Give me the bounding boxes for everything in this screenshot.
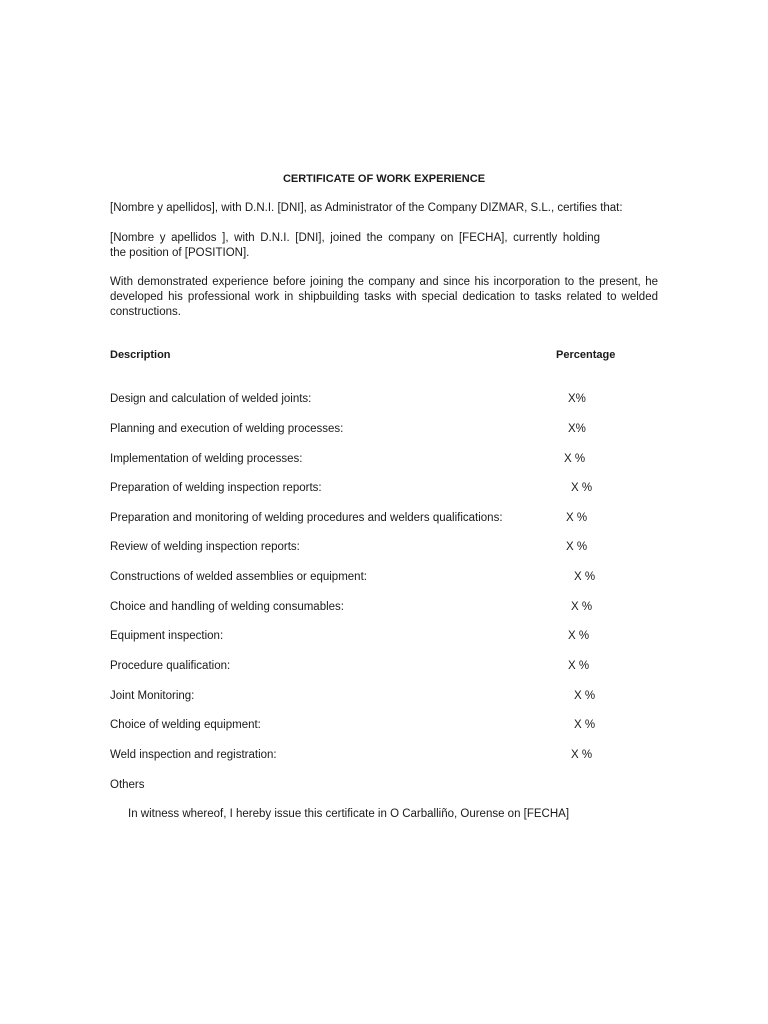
task-percentage: X % <box>571 749 593 761</box>
table-row <box>0 511 768 527</box>
task-description: Choice and handling of welding consumables: <box>110 601 344 613</box>
task-percentage: X % <box>566 512 588 524</box>
table-row <box>0 422 768 438</box>
certifier-paragraph: [Nombre y apellidos], with D.N.I. [DNI], as Administrator of the Company DIZMAR, S.L., certifies that: <box>110 202 623 214</box>
experience-paragraph: With demonstrated experience before joining the company and since his incorporation to the present, he developed his professional work in shipbuilding tasks with special dedication to tasks related to welded constructions. <box>110 276 658 318</box>
others-label: Others <box>110 779 145 791</box>
task-description: Constructions of welded assemblies or equipment: <box>110 571 367 583</box>
task-percentage: X % <box>574 719 596 731</box>
table-row <box>0 570 768 586</box>
task-percentage: X % <box>571 482 593 494</box>
table-row <box>0 481 768 497</box>
table-row <box>0 629 768 645</box>
task-description: Equipment inspection: <box>110 630 224 642</box>
document-title: CERTIFICATE OF WORK EXPERIENCE <box>282 173 486 185</box>
task-description: Planning and execution of welding processes: <box>110 423 344 435</box>
employee-paragraph-line-2: the position of [POSITION]. <box>110 247 250 259</box>
percentage-column-header: Percentage <box>556 349 616 361</box>
table-row <box>0 600 768 616</box>
witness-statement: In witness whereof, I hereby issue this certificate in O Carballiño, Ourense on [FECHA] <box>128 808 570 820</box>
task-description: Preparation of welding inspection reports: <box>110 482 322 494</box>
task-percentage: X % <box>574 571 596 583</box>
description-column-header: Description <box>110 349 171 361</box>
task-description: Review of welding inspection reports: <box>110 541 300 553</box>
table-row <box>0 392 768 408</box>
table-row <box>0 689 768 705</box>
table-row <box>0 718 768 734</box>
employee-paragraph <box>110 231 600 261</box>
task-percentage: X % <box>571 601 593 613</box>
table-row <box>0 540 768 556</box>
task-description: Weld inspection and registration: <box>110 749 277 761</box>
employee-paragraph-line-1: [Nombre y apellidos ], with D.N.I. [DNI], joined the company on [FECHA], currently holding <box>110 232 600 244</box>
table-row <box>0 452 768 468</box>
task-description: Preparation and monitoring of welding procedures and welders qualifications: <box>110 512 503 524</box>
task-percentage: X % <box>574 690 596 702</box>
task-description: Design and calculation of welded joints: <box>110 393 312 405</box>
table-row <box>0 748 768 764</box>
task-percentage: X % <box>564 453 586 465</box>
task-percentage: X% <box>568 393 586 405</box>
task-description: Choice of welding equipment: <box>110 719 261 731</box>
task-percentage: X % <box>568 630 590 642</box>
task-description: Implementation of welding processes: <box>110 453 303 465</box>
task-description: Joint Monitoring: <box>110 690 195 702</box>
task-percentage: X% <box>568 423 586 435</box>
task-description: Procedure qualification: <box>110 660 231 672</box>
table-row <box>0 659 768 675</box>
task-percentage: X % <box>566 541 588 553</box>
task-percentage: X % <box>568 660 590 672</box>
